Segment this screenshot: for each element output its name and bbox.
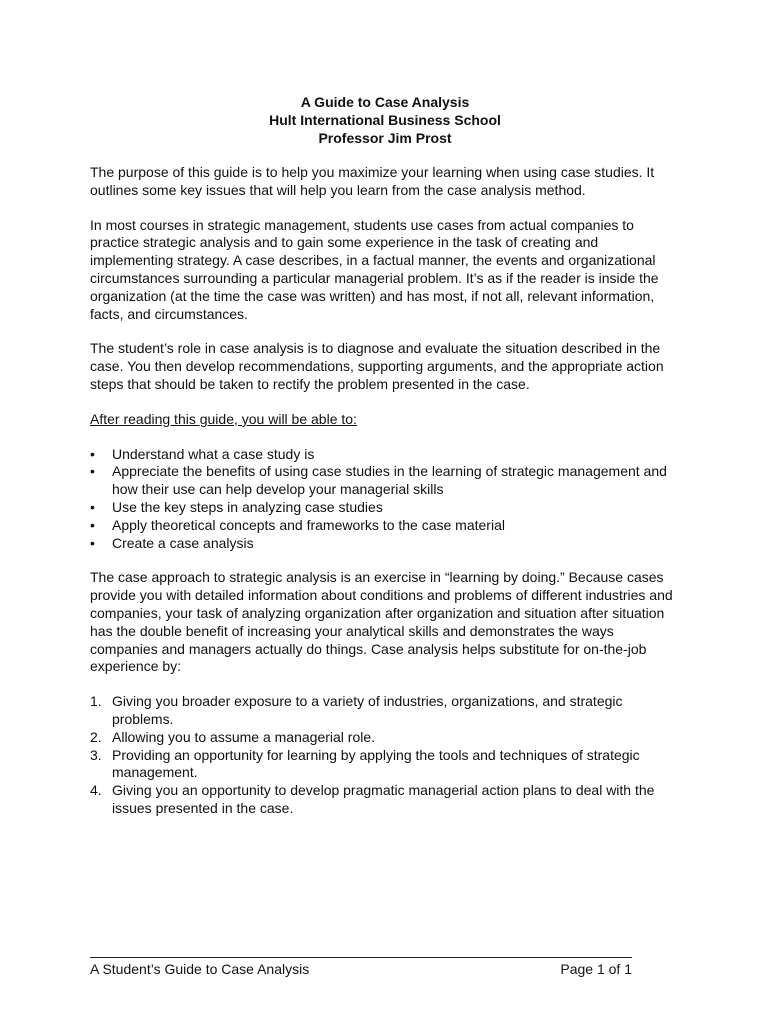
list-item	[90, 517, 680, 535]
list-item-text: Apply theoretical concepts and frameworks to the case material	[112, 516, 505, 533]
list-item-text: Allowing you to assume a managerial role.	[112, 728, 376, 745]
list-item	[90, 729, 680, 747]
paragraph-courses: In most courses in strategic management, students use cases from actual companies to practice strategic analysis and to gain some experience in the task of creating and implementing strategy. A case describes, in a factual manner, the events and organizational circumstances surrounding a particular managerial problem. It’s as if the reader is inside the organization (at the time the case was written) and has most, if not all, relevant information, facts, and circumstances.	[90, 216, 659, 322]
document-page	[90, 93, 680, 818]
objectives-intro: After reading this guide, you will be able to:	[90, 410, 357, 427]
author-name: Professor Jim Prost	[318, 130, 452, 146]
bullet-marker: •	[90, 516, 95, 533]
school-name: Hult International Business School	[269, 112, 501, 128]
objectives-list	[90, 446, 680, 553]
number-marker: 3.	[90, 746, 102, 763]
list-item	[90, 499, 680, 517]
document-title: A Guide to Case Analysis	[300, 94, 470, 110]
bullet-marker: •	[90, 498, 95, 515]
paragraph-role: The student’s role in case analysis is to diagnose and evaluate the situation described in the case. You then develop recommendations, supporting arguments, and the appropriate action steps that should be taken to rectify the problem presented in the case.	[90, 340, 664, 392]
bullet-marker: •	[90, 534, 95, 551]
paragraph-purpose: The purpose of this guide is to help you maximize your learning when using case studies. It outlines some key issues that will help you learn from the case analysis method.	[90, 164, 655, 198]
list-item	[90, 693, 680, 729]
benefits-list	[90, 693, 680, 818]
list-item-text: Giving you broader exposure to a variety of industries, organizations, and strategic problems.	[112, 693, 623, 727]
paragraph-approach: The case approach to strategic analysis is an exercise in “learning by doing.” Because cases provide you with detailed information about conditions and problems of different industries and companies, your task of analyzing organization after organization and situation after situation has the double benefit of increasing your analytical skills and demonstrates the ways companies and managers actually do things. Case analysis helps substitute for on-the-job experience by:	[90, 569, 673, 675]
page-footer	[90, 957, 632, 978]
list-item	[90, 535, 680, 553]
list-item	[90, 446, 680, 464]
list-item	[90, 782, 680, 818]
number-marker: 4.	[90, 782, 102, 799]
list-item	[90, 747, 680, 783]
page-number: Page 1 of 1	[560, 961, 632, 977]
list-item-text: Providing an opportunity for learning by applying the tools and techniques of strategic management.	[112, 746, 640, 781]
list-item-text: Use the key steps in analyzing case studies	[112, 498, 383, 515]
list-item-text: Appreciate the benefits of using case studies in the learning of strategic management and how their use can help develop your managerial skills	[112, 463, 667, 498]
list-item	[90, 463, 680, 499]
bullet-marker: •	[90, 463, 95, 480]
number-marker: 1.	[90, 693, 102, 710]
bullet-marker: •	[90, 445, 95, 462]
footer-title: A Student’s Guide to Case Analysis	[90, 961, 310, 977]
list-item-text: Understand what a case study is	[112, 445, 315, 462]
number-marker: 2.	[90, 728, 102, 745]
list-item-text: Create a case analysis	[112, 534, 254, 551]
title-block	[90, 93, 680, 147]
list-item-text: Giving you an opportunity to develop pragmatic managerial action plans to deal with the issues presented in the case.	[112, 782, 655, 816]
